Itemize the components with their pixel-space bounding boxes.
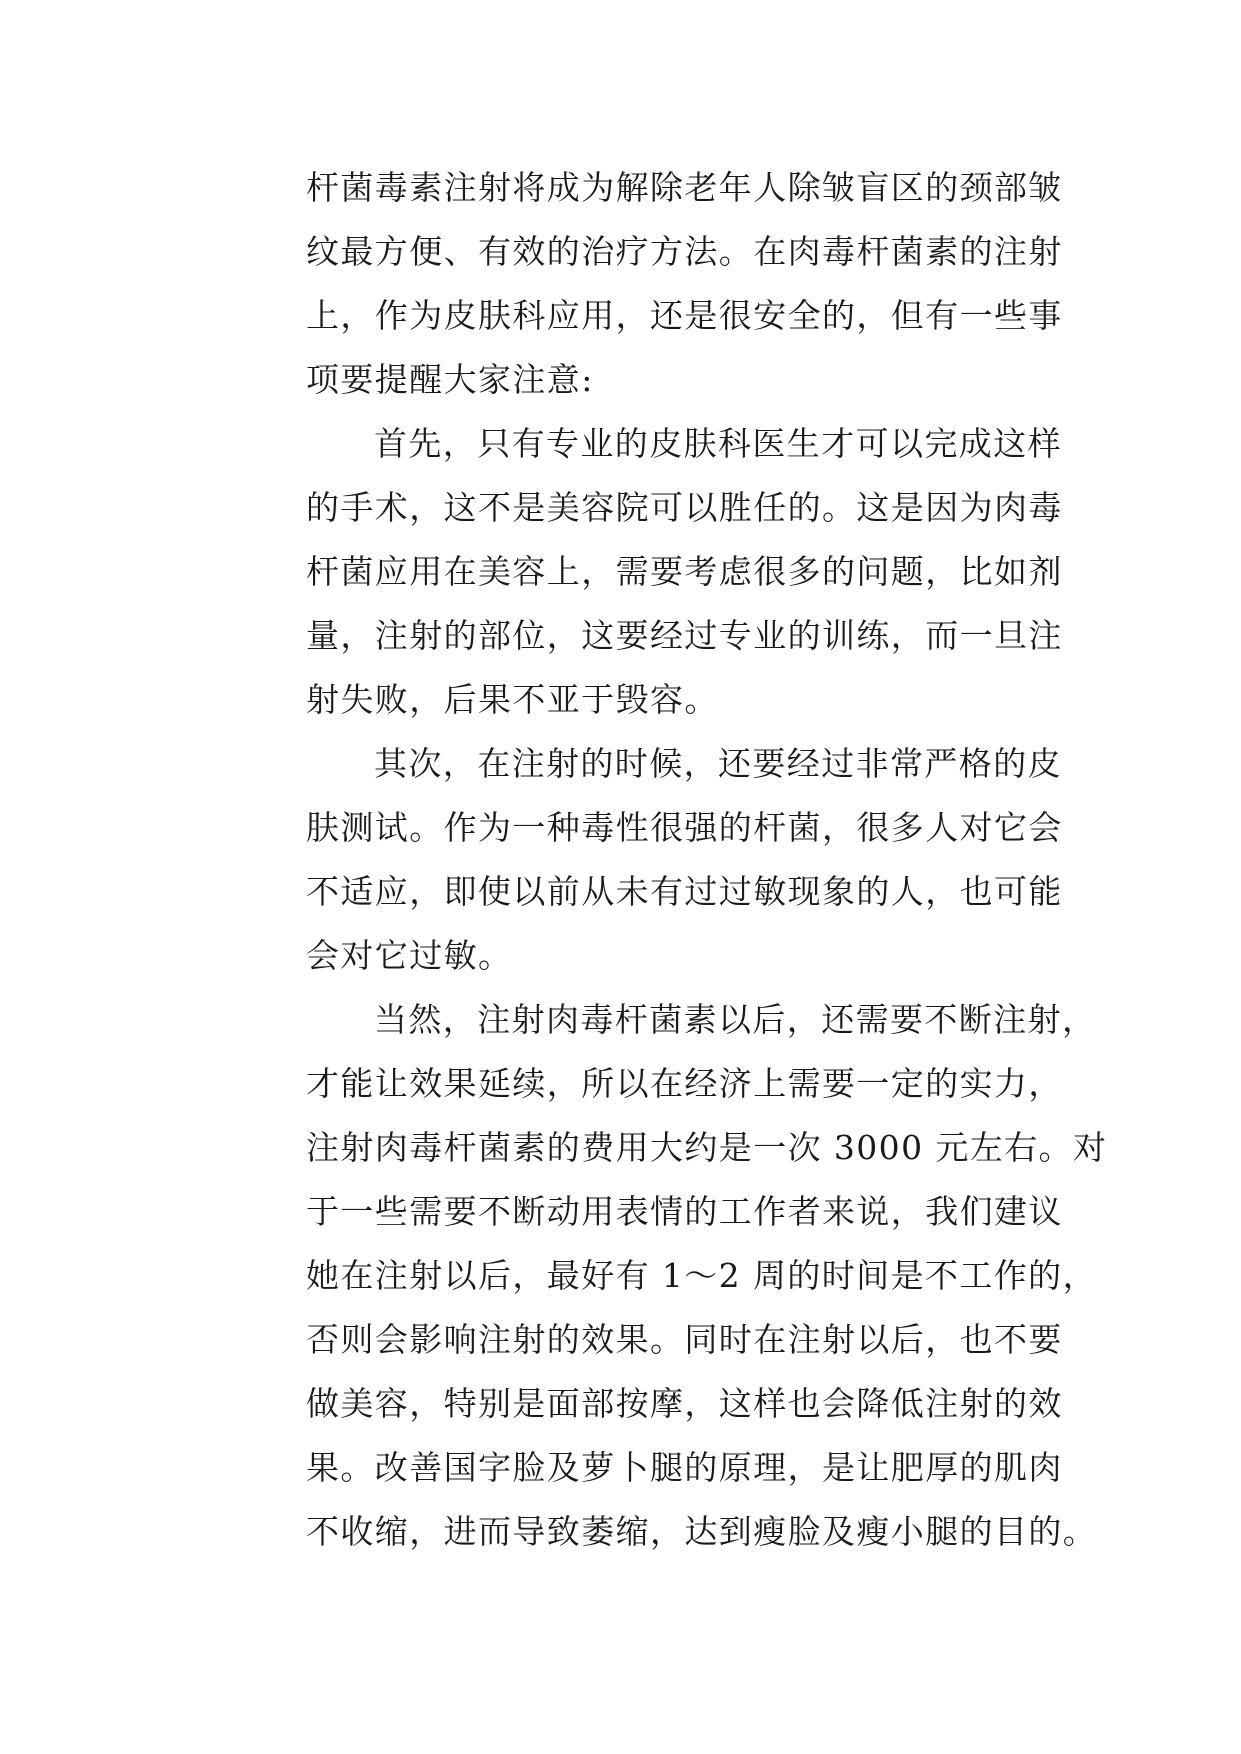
paragraph-first-line: 首先，只有专业的皮肤科医生才可以完成这样	[374, 424, 1062, 463]
text-line: 不适应，即使以前从未有过过敏现象的人，也可能	[306, 872, 1063, 911]
paragraph-first-line: 当然，注射肉毒杆菌素以后，还需要不断注射，	[374, 1000, 1097, 1039]
text-line: 否则会影响注射的效果。同时在注射以后，也不要	[306, 1320, 1063, 1359]
text-line: 射失败，后果不亚于毁容。	[306, 680, 719, 719]
text-line: 量，注射的部位，这要经过专业的训练，而一旦注	[306, 616, 1063, 655]
text-line: 上，作为皮肤科应用，还是很安全的，但有一些事	[306, 296, 1063, 335]
text-line: 杆菌毒素注射将成为解除老年人除皱盲区的颈部皱	[306, 168, 1063, 207]
text-line: 做美容，特别是面部按摩，这样也会降低注射的效	[306, 1384, 1063, 1423]
text-line: 会对它过敏。	[306, 936, 513, 975]
text-line: 于一些需要不断动用表情的工作者来说，我们建议	[306, 1192, 1063, 1231]
body-text	[306, 156, 1108, 1564]
text-line: 杆菌应用在美容上，需要考虑很多的问题，比如剂	[306, 552, 1063, 591]
paragraph-first-line: 其次，在注射的时候，还要经过非常严格的皮	[374, 744, 1062, 783]
text-line: 果。改善国字脸及萝卜腿的原理，是让肥厚的肌肉	[306, 1448, 1063, 1487]
text-line: 才能让效果延续，所以在经济上需要一定的实力，	[306, 1064, 1063, 1103]
text-line: 不收缩，进而导致萎缩，达到瘦脸及瘦小腿的目的。	[306, 1512, 1098, 1551]
text-line: 纹最方便、有效的治疗方法。在肉毒杆菌素的注射	[306, 232, 1063, 271]
text-line: 项要提醒大家注意:	[306, 360, 594, 399]
text-line: 的手术，这不是美容院可以胜任的。这是因为肉毒	[306, 488, 1063, 527]
text-line: 肤测试。作为一种毒性很强的杆菌，很多人对它会	[306, 808, 1063, 847]
text-line: 注射肉毒杆菌素的费用大约是一次 3000 元左右。对	[306, 1128, 1108, 1167]
text-line: 她在注射以后，最好有 1～2 周的时间是不工作的，	[306, 1256, 1097, 1295]
